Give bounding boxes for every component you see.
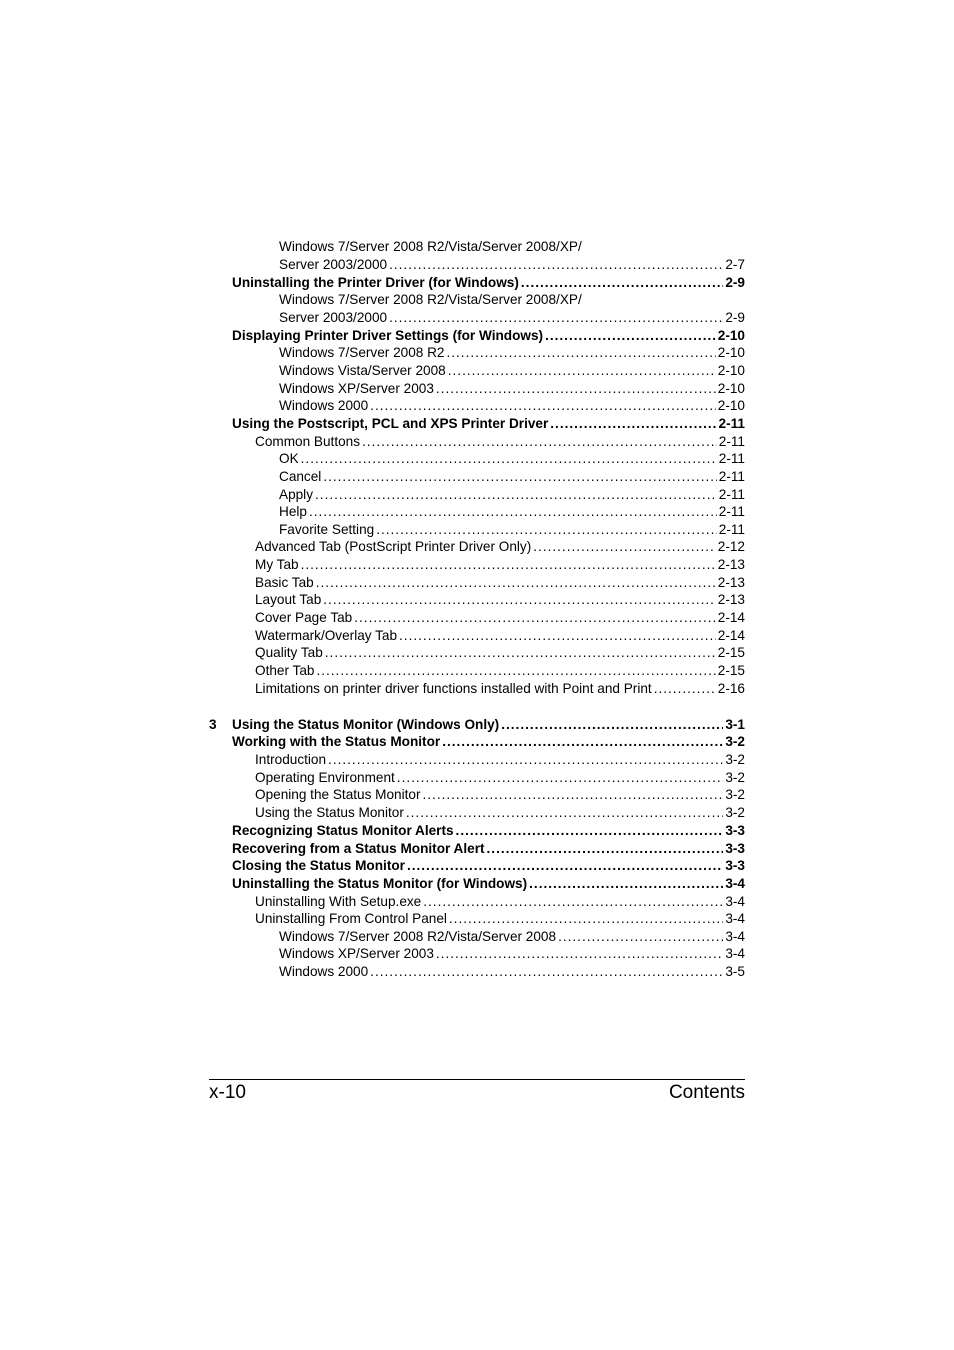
toc-entry[interactable]	[255, 574, 745, 591]
toc-page-number: 2-10	[717, 328, 745, 343]
toc-page-number: 2-11	[718, 416, 745, 431]
toc-dot-leader	[354, 609, 716, 626]
toc-page-number: 2-14	[717, 610, 745, 625]
toc-dot-leader	[558, 928, 723, 945]
toc-entry-title: Operating Environment	[255, 770, 395, 785]
toc-entry-title: Working with the Status Monitor	[232, 734, 441, 749]
toc-entry-title: OK	[279, 451, 299, 466]
toc-entry-title: Windows 7/Server 2008 R2	[279, 345, 445, 360]
toc-entry[interactable]	[279, 450, 745, 467]
toc-entry-title: Common Buttons	[255, 434, 361, 449]
chapter-number: 3	[209, 717, 217, 732]
toc-entry-title: Windows 2000	[279, 398, 369, 413]
toc-entry[interactable]	[279, 291, 745, 308]
toc-dot-leader	[389, 309, 723, 326]
toc-page-number: 3-3	[725, 841, 745, 856]
toc-entry-title: Using the Postscript, PCL and XPS Printer Driver	[232, 416, 549, 431]
toc-dot-leader	[654, 680, 716, 697]
toc-page-number: 2-15	[717, 645, 745, 660]
toc-entry[interactable]	[255, 751, 745, 768]
toc-dot-leader	[423, 893, 723, 910]
toc-dot-leader	[545, 327, 716, 344]
toc-entry-title: My Tab	[255, 557, 299, 572]
toc-entry-title: Using the Status Monitor (Windows Only)	[232, 717, 500, 732]
toc-entry-title: Cover Page Tab	[255, 610, 353, 625]
toc-entry[interactable]	[255, 538, 745, 555]
toc-page-number: 2-10	[717, 363, 745, 378]
toc-dot-leader	[316, 574, 716, 591]
toc-page-number: 3-2	[725, 734, 745, 749]
toc-dot-leader	[446, 344, 715, 361]
toc-entry-title: Quality Tab	[255, 645, 323, 660]
toc-entry-title: Closing the Status Monitor	[232, 858, 405, 873]
toc-entry-title: Windows XP/Server 2003	[279, 946, 434, 961]
toc-page-number: 2-14	[717, 628, 745, 643]
toc-page-number: 2-13	[717, 557, 745, 572]
footer-section-title: Contents	[668, 1082, 745, 1103]
toc-page-number: 2-10	[717, 345, 745, 360]
toc-entry-title: Windows 7/Server 2008 R2/Vista/Server 2008	[279, 929, 557, 944]
toc-entry-title: Windows 7/Server 2008 R2/Vista/Server 2008/XP/	[279, 292, 582, 307]
toc-section-entry[interactable]	[232, 822, 745, 839]
toc-page-number: 2-10	[717, 381, 745, 396]
toc-entry[interactable]	[279, 238, 745, 255]
toc-page-number: 2-13	[717, 592, 745, 607]
toc-entry-title: Other Tab	[255, 663, 315, 678]
toc-entry-title: Uninstalling the Printer Driver (for Windows)	[232, 275, 519, 290]
toc-page-number: 2-15	[717, 663, 745, 678]
toc-dot-leader	[301, 450, 717, 467]
toc-entry[interactable]	[279, 521, 745, 538]
toc-entry-title: Windows Vista/Server 2008	[279, 363, 446, 378]
toc-page-number: 2-11	[718, 522, 745, 537]
footer-rule	[209, 1079, 745, 1080]
toc-page-number: 3-3	[725, 823, 745, 838]
toc-page-number: 3-2	[725, 752, 745, 767]
toc-entry[interactable]	[255, 433, 745, 450]
toc-entry-title: Help	[279, 504, 307, 519]
toc-entry-title: Server 2003/2000	[279, 310, 388, 325]
toc-entry-title: Favorite Setting	[279, 522, 375, 537]
toc-page-number: 3-2	[725, 805, 745, 820]
toc-page-number: 2-11	[718, 451, 745, 466]
toc-entry[interactable]	[279, 344, 745, 361]
toc-page-number: 2-11	[718, 434, 745, 449]
toc-page-number: 3-5	[725, 964, 745, 979]
toc-section-entry[interactable]	[232, 857, 745, 874]
toc-page-number: 3-4	[725, 911, 745, 926]
toc-dot-leader	[436, 945, 723, 962]
toc-entry[interactable]	[255, 609, 745, 626]
toc-dot-leader	[449, 910, 723, 927]
toc-entry[interactable]	[255, 769, 745, 786]
toc-dot-leader	[487, 840, 724, 857]
toc-page-number: 2-16	[717, 681, 745, 696]
toc-entry-title: Cancel	[279, 469, 322, 484]
toc-section-entry[interactable]	[232, 840, 745, 857]
toc-entry-title: Recognizing Status Monitor Alerts	[232, 823, 454, 838]
toc-dot-leader	[407, 857, 723, 874]
toc-page-number: 2-13	[717, 575, 745, 590]
toc-entry-title: Displaying Printer Driver Settings (for Windows)	[232, 328, 544, 343]
toc-entry[interactable]	[255, 556, 745, 573]
toc-page-number: 2-12	[717, 539, 745, 554]
footer-page-number: x-10	[209, 1082, 246, 1103]
toc-entry[interactable]	[279, 362, 745, 379]
toc-entry-title: Apply	[279, 487, 314, 502]
toc-entry[interactable]	[255, 804, 745, 821]
toc-entry-title: Uninstalling From Control Panel	[255, 911, 447, 926]
toc-dot-leader	[501, 716, 723, 733]
toc-page-number: 3-4	[725, 894, 745, 909]
toc-page-number: 3-4	[725, 876, 745, 891]
toc-dot-leader	[376, 521, 717, 538]
toc-dot-leader	[456, 822, 724, 839]
toc-entry-title: Windows 2000	[279, 964, 369, 979]
toc-page-number: 3-2	[725, 770, 745, 785]
toc-dot-leader	[316, 662, 715, 679]
toc-entry-title: Advanced Tab (PostScript Printer Driver Only)	[255, 539, 532, 554]
toc-dot-leader	[521, 274, 723, 291]
toc-dot-leader	[370, 397, 716, 414]
toc-entry-title: Introduction	[255, 752, 327, 767]
toc-entry-title: Windows XP/Server 2003	[279, 381, 434, 396]
toc-entry[interactable]	[255, 680, 745, 697]
toc-dot-leader	[529, 875, 723, 892]
toc-dot-leader	[370, 963, 723, 980]
toc-entry[interactable]	[255, 644, 745, 661]
toc-entry[interactable]	[279, 309, 745, 326]
toc-section-entry[interactable]	[232, 327, 745, 344]
toc-entry[interactable]	[255, 910, 745, 927]
toc-entry[interactable]	[279, 503, 745, 520]
toc-dot-leader	[406, 804, 723, 821]
toc-dot-leader	[442, 733, 723, 750]
toc-dot-leader	[423, 786, 724, 803]
toc-entry-title: Basic Tab	[255, 575, 314, 590]
toc-page-number: 3-3	[725, 858, 745, 873]
toc-entry[interactable]	[255, 893, 745, 910]
toc-entry-title: Layout Tab	[255, 592, 322, 607]
toc-entry[interactable]	[255, 662, 745, 679]
toc-dot-leader	[325, 644, 716, 661]
toc-page-number: 2-9	[725, 275, 745, 290]
toc-entry[interactable]	[279, 945, 745, 962]
toc-page-number: 2-9	[725, 310, 745, 325]
toc-dot-leader	[323, 468, 716, 485]
toc-dot-leader	[323, 591, 716, 608]
toc-entry[interactable]	[255, 627, 745, 644]
toc-entry[interactable]	[279, 256, 745, 273]
toc-entry[interactable]	[279, 928, 745, 945]
toc-dot-leader	[328, 751, 723, 768]
toc-page-number: 3-1	[725, 717, 745, 732]
toc-entry[interactable]	[279, 397, 745, 414]
toc-dot-leader	[399, 627, 716, 644]
toc-dot-leader	[550, 415, 716, 432]
toc-dot-leader	[448, 362, 716, 379]
toc-entry[interactable]	[279, 468, 745, 485]
toc-dot-leader	[389, 256, 723, 273]
toc-page-number: 2-11	[718, 487, 745, 502]
toc-entry-title: Watermark/Overlay Tab	[255, 628, 398, 643]
toc-page-number: 2-11	[718, 469, 745, 484]
toc-section-entry[interactable]	[232, 415, 745, 432]
toc-entry-title: Uninstalling the Status Monitor (for Windows)	[232, 876, 528, 891]
toc-page-number: 3-2	[725, 787, 745, 802]
toc-dot-leader	[362, 433, 717, 450]
toc-entry-title: Opening the Status Monitor	[255, 787, 421, 802]
toc-entry[interactable]	[279, 380, 745, 397]
toc-section-entry[interactable]	[232, 733, 745, 750]
toc-page-number: 2-11	[718, 504, 745, 519]
toc-entry[interactable]	[279, 486, 745, 503]
toc-dot-leader	[309, 503, 717, 520]
toc-dot-leader	[315, 486, 717, 503]
toc-page-number: 3-4	[725, 929, 745, 944]
toc-section-entry[interactable]	[232, 274, 745, 291]
toc-dot-leader	[533, 538, 716, 555]
toc-entry[interactable]	[255, 591, 745, 608]
toc-dot-leader	[397, 769, 724, 786]
toc-section-entry[interactable]	[232, 716, 745, 733]
toc-entry[interactable]	[279, 963, 745, 980]
toc-dot-leader	[301, 556, 716, 573]
toc-page-number: 2-7	[725, 257, 745, 272]
toc-entry-title: Using the Status Monitor	[255, 805, 404, 820]
toc-entry-title: Limitations on printer driver functions installed with Point and Print	[255, 681, 652, 696]
toc-entry-title: Server 2003/2000	[279, 257, 388, 272]
toc-dot-leader	[436, 380, 716, 397]
toc-entry-title: Recovering from a Status Monitor Alert	[232, 841, 485, 856]
toc-entry[interactable]	[255, 786, 745, 803]
toc-section-entry[interactable]	[232, 875, 745, 892]
toc-entry-title: Uninstalling With Setup.exe	[255, 894, 422, 909]
toc-page-number: 3-4	[725, 946, 745, 961]
toc-page-number: 2-10	[717, 398, 745, 413]
toc-entry-title: Windows 7/Server 2008 R2/Vista/Server 2008/XP/	[279, 239, 582, 254]
